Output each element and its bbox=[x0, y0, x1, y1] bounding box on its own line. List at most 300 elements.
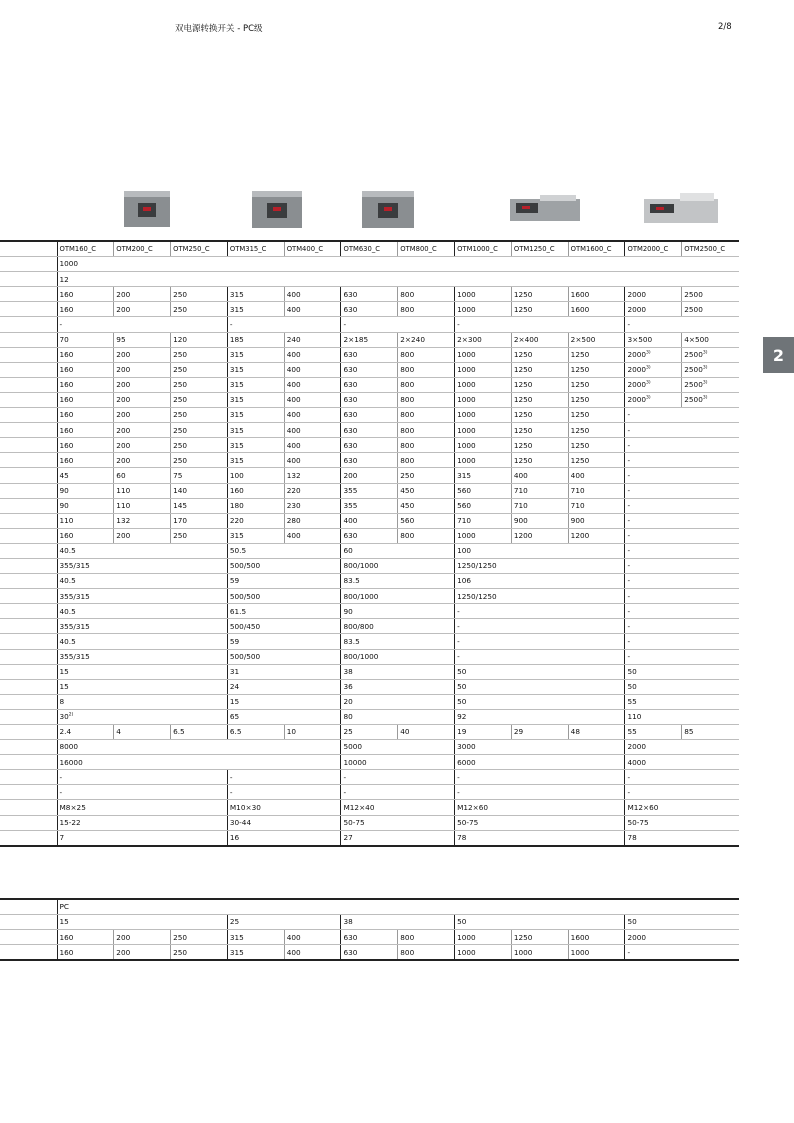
table-cell: 400 bbox=[284, 930, 341, 945]
table-cell: 200 bbox=[114, 362, 171, 377]
row-label-cell bbox=[0, 800, 57, 815]
table-cell: 110 bbox=[114, 498, 171, 513]
table-cell: 355 bbox=[341, 498, 398, 513]
table-cell: 4000 bbox=[625, 755, 739, 770]
table-cell: - bbox=[625, 619, 739, 634]
table-cell: 800/1000 bbox=[341, 589, 455, 604]
table-cell: 200 bbox=[114, 287, 171, 302]
table-cell: 185 bbox=[227, 332, 284, 347]
table-cell: 3×500 bbox=[625, 332, 682, 347]
table-cell: 2000$^{3)}$ bbox=[625, 362, 682, 377]
table-row bbox=[0, 347, 739, 362]
table-row bbox=[0, 619, 739, 634]
table-cell: 1250 bbox=[568, 438, 625, 453]
table-cell: 1250 bbox=[568, 362, 625, 377]
device-image-otm630-800 bbox=[362, 191, 414, 228]
table-row bbox=[0, 453, 739, 468]
table-cell: 160 bbox=[57, 930, 114, 945]
table-row bbox=[0, 302, 739, 317]
table-cell: 1250/1250 bbox=[455, 589, 625, 604]
table-cell: 500/500 bbox=[227, 558, 341, 573]
table-cell: - bbox=[625, 513, 739, 528]
table-cell: 40.5 bbox=[57, 634, 227, 649]
table-cell: 355/315 bbox=[57, 619, 227, 634]
table-cell: 315 bbox=[227, 362, 284, 377]
table-cell: 200 bbox=[341, 468, 398, 483]
table-cell: 6000 bbox=[455, 755, 625, 770]
table-row bbox=[0, 664, 739, 679]
table-row bbox=[0, 528, 739, 543]
table-cell: 90 bbox=[57, 483, 114, 498]
table-cell: 16 bbox=[227, 830, 341, 846]
table-cell: 315 bbox=[227, 930, 284, 945]
row-label-cell bbox=[0, 740, 57, 755]
table-cell: M10×30 bbox=[227, 800, 341, 815]
table-cell: 110 bbox=[625, 709, 739, 724]
table-cell: 50.5 bbox=[227, 543, 341, 558]
table-cell: 315 bbox=[227, 423, 284, 438]
table-cell: 38 bbox=[341, 915, 455, 930]
table-cell: - bbox=[227, 785, 341, 800]
row-label-cell bbox=[0, 664, 57, 679]
table-cell: 400 bbox=[284, 392, 341, 407]
table-cell: 4×500 bbox=[682, 332, 739, 347]
model-header-cell: OTM400_C bbox=[284, 241, 341, 257]
table-cell: 50 bbox=[625, 664, 739, 679]
table-cell: 200 bbox=[114, 392, 171, 407]
model-header-cell: OTM2000_C bbox=[625, 241, 682, 257]
table-cell: 1000 bbox=[455, 408, 512, 423]
table-cell: 220 bbox=[227, 513, 284, 528]
table-cell: 59 bbox=[227, 574, 341, 589]
table-cell: 2.4 bbox=[57, 725, 114, 740]
table-cell: - bbox=[625, 574, 739, 589]
table-cell: 85 bbox=[682, 725, 739, 740]
model-header-cell: OTM800_C bbox=[398, 241, 455, 257]
table-cell: 630 bbox=[341, 438, 398, 453]
table-cell: 1250 bbox=[568, 453, 625, 468]
table-cell: 560 bbox=[455, 498, 512, 513]
table-cell: 230 bbox=[284, 498, 341, 513]
table-cell: 800 bbox=[398, 438, 455, 453]
table-cell: - bbox=[625, 528, 739, 543]
table-cell: 1250/1250 bbox=[455, 558, 625, 573]
table-row bbox=[0, 498, 739, 513]
row-label-cell bbox=[0, 423, 57, 438]
table-cell: 1000 bbox=[455, 930, 512, 945]
table-cell: 710 bbox=[511, 498, 568, 513]
table-cell: 1250 bbox=[511, 438, 568, 453]
table-cell: 355/315 bbox=[57, 558, 227, 573]
row-label-cell bbox=[0, 362, 57, 377]
section-tab[interactable]: 2 bbox=[763, 337, 794, 373]
table-cell: - bbox=[455, 770, 625, 785]
table-cell: 2×400 bbox=[511, 332, 568, 347]
table-cell: 400 bbox=[568, 468, 625, 483]
table-cell: 560 bbox=[455, 483, 512, 498]
row-label-cell bbox=[0, 830, 57, 846]
row-label-cell bbox=[0, 347, 57, 362]
table-cell: 36 bbox=[341, 679, 455, 694]
table-cell: - bbox=[341, 317, 455, 332]
table-cell: - bbox=[625, 770, 739, 785]
table-cell: 10000 bbox=[341, 755, 455, 770]
table-cell: 800 bbox=[398, 453, 455, 468]
table-cell: 2500$^{3)}$ bbox=[682, 362, 739, 377]
table-cell: 50 bbox=[455, 915, 625, 930]
table-cell: 800 bbox=[398, 930, 455, 945]
table-cell: 25 bbox=[341, 725, 398, 740]
table-cell: 200 bbox=[114, 408, 171, 423]
table-row bbox=[0, 408, 739, 423]
table-cell: 1250 bbox=[568, 423, 625, 438]
table-cell: - bbox=[227, 317, 341, 332]
table-cell: - bbox=[625, 589, 739, 604]
table-row bbox=[0, 830, 739, 846]
table-cell: 200 bbox=[114, 302, 171, 317]
table-cell: 60 bbox=[341, 543, 455, 558]
table-cell: 160 bbox=[57, 945, 114, 961]
row-label-cell bbox=[0, 694, 57, 709]
table-cell: 250 bbox=[171, 408, 228, 423]
row-label-cell bbox=[0, 408, 57, 423]
table-row bbox=[0, 649, 739, 664]
table-cell: 2000$^{3)}$ bbox=[625, 377, 682, 392]
table-cell: 1000 bbox=[455, 302, 512, 317]
table-cell: 400 bbox=[284, 453, 341, 468]
row-label-cell bbox=[0, 604, 57, 619]
table-cell: 1200 bbox=[511, 528, 568, 543]
table-cell: 92 bbox=[455, 709, 625, 724]
table-cell: 1250 bbox=[568, 392, 625, 407]
table-cell: 1000 bbox=[455, 347, 512, 362]
table-cell: 400 bbox=[284, 377, 341, 392]
table-cell: 315 bbox=[227, 408, 284, 423]
table-cell: 45 bbox=[57, 468, 114, 483]
table-row bbox=[0, 800, 739, 815]
row-label-cell bbox=[0, 241, 57, 257]
model-header-cell: OTM200_C bbox=[114, 241, 171, 257]
table-cell: 710 bbox=[455, 513, 512, 528]
table-cell: 95 bbox=[114, 332, 171, 347]
table-cell: 2000 bbox=[625, 740, 739, 755]
table-cell: 15 bbox=[57, 664, 227, 679]
table-cell: 2000$^{3)}$ bbox=[625, 347, 682, 362]
table-cell: 630 bbox=[341, 302, 398, 317]
table-cell: 250 bbox=[171, 347, 228, 362]
table-cell: 400 bbox=[341, 513, 398, 528]
table-cell: 250 bbox=[171, 453, 228, 468]
table-cell: 315 bbox=[227, 377, 284, 392]
table-cell: 200 bbox=[114, 930, 171, 945]
table-cell: - bbox=[625, 634, 739, 649]
table-cell: 1000 bbox=[455, 362, 512, 377]
table-cell: 2×500 bbox=[568, 332, 625, 347]
table-cell: 800/1000 bbox=[341, 558, 455, 573]
product-photos bbox=[0, 185, 794, 235]
footnote-marker: 3) bbox=[646, 365, 651, 371]
table-cell: 40.5 bbox=[57, 604, 227, 619]
table-cell: 250 bbox=[171, 302, 228, 317]
table-cell: 250 bbox=[171, 438, 228, 453]
row-label-cell bbox=[0, 619, 57, 634]
table-cell: 1000 bbox=[455, 453, 512, 468]
table-cell: 120 bbox=[171, 332, 228, 347]
row-label-cell bbox=[0, 498, 57, 513]
table-row bbox=[0, 915, 739, 930]
table-row bbox=[0, 558, 739, 573]
page-number: 2/8 bbox=[718, 22, 732, 32]
table-cell: 710 bbox=[511, 483, 568, 498]
table-cell: 1250 bbox=[511, 423, 568, 438]
table-cell: 30-44 bbox=[227, 815, 341, 830]
table-cell: 630 bbox=[341, 392, 398, 407]
table-cell: 400 bbox=[284, 362, 341, 377]
table-cell: 2000 bbox=[625, 930, 739, 945]
table-cell: 1000 bbox=[455, 528, 512, 543]
table-cell: 800 bbox=[398, 377, 455, 392]
table-cell: 1250 bbox=[511, 362, 568, 377]
table-cell: M12×40 bbox=[341, 800, 455, 815]
row-label-cell bbox=[0, 915, 57, 930]
table-row bbox=[0, 317, 739, 332]
table-cell: 7 bbox=[57, 830, 227, 846]
table-cell: 110 bbox=[57, 513, 114, 528]
pc-table bbox=[0, 898, 739, 961]
table-cell: 250 bbox=[398, 468, 455, 483]
table-cell: 630 bbox=[341, 930, 398, 945]
table-cell: 800/1000 bbox=[341, 649, 455, 664]
row-label-cell bbox=[0, 528, 57, 543]
spec-table bbox=[0, 240, 739, 847]
table-cell: 630 bbox=[341, 287, 398, 302]
table-cell: - bbox=[625, 423, 739, 438]
table-cell: 160 bbox=[57, 392, 114, 407]
table-cell: 50-75 bbox=[341, 815, 455, 830]
table-cell: 400 bbox=[284, 302, 341, 317]
table-cell: 10 bbox=[284, 725, 341, 740]
table-cell: 1000 bbox=[455, 945, 512, 961]
table-cell: - bbox=[625, 468, 739, 483]
table-cell: 280 bbox=[284, 513, 341, 528]
table-cell: 1250 bbox=[511, 287, 568, 302]
footnote-marker: 3) bbox=[702, 395, 708, 401]
table-cell: 48 bbox=[568, 725, 625, 740]
table-cell: 1000 bbox=[455, 438, 512, 453]
table-cell: 2500$^{3)}$ bbox=[682, 392, 739, 407]
row-label-cell bbox=[0, 899, 57, 915]
model-header-cell: OTM160_C bbox=[57, 241, 114, 257]
table-cell: 1000 bbox=[455, 392, 512, 407]
table-cell: 55 bbox=[625, 694, 739, 709]
table-cell: 710 bbox=[568, 483, 625, 498]
row-label-cell bbox=[0, 679, 57, 694]
table-row bbox=[0, 257, 739, 272]
table-row bbox=[0, 513, 739, 528]
table-cell: - bbox=[341, 770, 455, 785]
table-cell: 630 bbox=[341, 347, 398, 362]
table-cell: 355 bbox=[341, 483, 398, 498]
table-cell: 2×240 bbox=[398, 332, 455, 347]
table-cell: 38 bbox=[341, 664, 455, 679]
row-label-cell bbox=[0, 815, 57, 830]
table-row bbox=[0, 815, 739, 830]
table-row bbox=[0, 377, 739, 392]
table-cell: M12×60 bbox=[455, 800, 625, 815]
table-cell: - bbox=[625, 453, 739, 468]
table-cell: M12×60 bbox=[625, 800, 739, 815]
table-cell: 500/450 bbox=[227, 619, 341, 634]
table-cell: 170 bbox=[171, 513, 228, 528]
model-header-cell: OTM1000_C bbox=[455, 241, 512, 257]
table-cell: 355/315 bbox=[57, 589, 227, 604]
table-cell: 78 bbox=[455, 830, 625, 846]
table-cell: 315 bbox=[455, 468, 512, 483]
table-cell: 400 bbox=[284, 423, 341, 438]
table-cell: 160 bbox=[57, 438, 114, 453]
table-cell: - bbox=[341, 785, 455, 800]
table-cell: 31 bbox=[227, 664, 341, 679]
table-cell: 315 bbox=[227, 302, 284, 317]
table-cell: 160 bbox=[57, 377, 114, 392]
table-cell: 1600 bbox=[568, 302, 625, 317]
table-cell: 800 bbox=[398, 287, 455, 302]
table-row bbox=[0, 468, 739, 483]
row-label-cell bbox=[0, 725, 57, 740]
table-row bbox=[0, 287, 739, 302]
table-row bbox=[0, 785, 739, 800]
table-cell: 1000 bbox=[455, 423, 512, 438]
table-cell: 400 bbox=[511, 468, 568, 483]
table-cell: 50 bbox=[455, 694, 625, 709]
table-cell: 15 bbox=[227, 694, 341, 709]
table-cell: 2500 bbox=[682, 302, 739, 317]
table-cell: 250 bbox=[171, 287, 228, 302]
model-header-cell: OTM630_C bbox=[341, 241, 398, 257]
table-cell: 250 bbox=[171, 945, 228, 961]
table-cell: 2×300 bbox=[455, 332, 512, 347]
table-cell: 800 bbox=[398, 347, 455, 362]
row-label-cell bbox=[0, 634, 57, 649]
table-cell: - bbox=[455, 785, 625, 800]
table-row bbox=[0, 543, 739, 558]
table-cell: 50-75 bbox=[625, 815, 739, 830]
footnote-marker: 3) bbox=[646, 380, 651, 386]
table-cell: 70 bbox=[57, 332, 114, 347]
table-cell: 15 bbox=[57, 679, 227, 694]
row-label-cell bbox=[0, 558, 57, 573]
table-cell: - bbox=[625, 317, 739, 332]
table-cell: 200 bbox=[114, 438, 171, 453]
table-cell: 315 bbox=[227, 347, 284, 362]
table-cell: 200 bbox=[114, 528, 171, 543]
table-cell: 800 bbox=[398, 945, 455, 961]
table-cell: 4 bbox=[114, 725, 171, 740]
table-cell: 800 bbox=[398, 362, 455, 377]
table-cell: 65 bbox=[227, 709, 341, 724]
table-row bbox=[0, 709, 739, 724]
model-header-cell: OTM2500_C bbox=[682, 241, 739, 257]
table-cell: 16000 bbox=[57, 755, 341, 770]
table-cell: 710 bbox=[568, 498, 625, 513]
table-cell: 500/500 bbox=[227, 649, 341, 664]
table-cell: 25 bbox=[227, 915, 341, 930]
table-cell: 450 bbox=[398, 498, 455, 513]
table-cell: 315 bbox=[227, 528, 284, 543]
table-cell: 160 bbox=[57, 453, 114, 468]
table-cell: - bbox=[57, 317, 227, 332]
table-cell: 5000 bbox=[341, 740, 455, 755]
table-cell: 3000 bbox=[455, 740, 625, 755]
table-cell: 250 bbox=[171, 423, 228, 438]
table-cell: - bbox=[455, 649, 625, 664]
table-cell: 560 bbox=[398, 513, 455, 528]
device-image-otm160-250 bbox=[124, 191, 170, 227]
table-cell: 12 bbox=[57, 272, 739, 287]
table-cell: - bbox=[625, 785, 739, 800]
table-cell: 132 bbox=[114, 513, 171, 528]
table-row bbox=[0, 770, 739, 785]
table-cell: - bbox=[625, 408, 739, 423]
table-cell: 800/800 bbox=[341, 619, 455, 634]
table-cell: 630 bbox=[341, 528, 398, 543]
table-cell: 160 bbox=[57, 347, 114, 362]
table-cell: 1000 bbox=[568, 945, 625, 961]
table-cell: 145 bbox=[171, 498, 228, 513]
table-cell: 40 bbox=[398, 725, 455, 740]
table-cell: 50 bbox=[455, 664, 625, 679]
table-row bbox=[0, 272, 739, 287]
table-cell: 1000 bbox=[455, 287, 512, 302]
table-cell: 80 bbox=[341, 709, 455, 724]
table-cell: - bbox=[625, 483, 739, 498]
table-cell: 200 bbox=[114, 423, 171, 438]
table-row bbox=[0, 930, 739, 945]
table-cell: 160 bbox=[57, 423, 114, 438]
table-cell: - bbox=[625, 945, 739, 961]
table-cell: 140 bbox=[171, 483, 228, 498]
table-cell: 630 bbox=[341, 408, 398, 423]
table-cell: - bbox=[57, 770, 227, 785]
table-row bbox=[0, 438, 739, 453]
table-cell: - bbox=[625, 558, 739, 573]
table-cell: 83.5 bbox=[341, 634, 455, 649]
table-cell: 15-22 bbox=[57, 815, 227, 830]
table-cell: 200 bbox=[114, 347, 171, 362]
table-cell: - bbox=[625, 498, 739, 513]
table-cell: 1250 bbox=[511, 347, 568, 362]
row-label-cell bbox=[0, 709, 57, 724]
row-label-cell bbox=[0, 438, 57, 453]
model-header-cell: OTM250_C bbox=[171, 241, 228, 257]
table-cell: 50-75 bbox=[455, 815, 625, 830]
table-row bbox=[0, 604, 739, 619]
table-cell: 800 bbox=[398, 528, 455, 543]
footnote-marker: 3) bbox=[702, 350, 708, 356]
row-label-cell bbox=[0, 930, 57, 945]
row-label-cell bbox=[0, 513, 57, 528]
table-cell: 40.5 bbox=[57, 543, 227, 558]
table-row bbox=[0, 589, 739, 604]
table-cell: 6.5 bbox=[171, 725, 228, 740]
table-cell: 900 bbox=[568, 513, 625, 528]
table-cell: 355/315 bbox=[57, 649, 227, 664]
table-cell: 800 bbox=[398, 408, 455, 423]
table-cell: - bbox=[625, 604, 739, 619]
table-cell: 630 bbox=[341, 377, 398, 392]
table-cell: 2500$^{3)}$ bbox=[682, 377, 739, 392]
table-cell: 8000 bbox=[57, 740, 341, 755]
